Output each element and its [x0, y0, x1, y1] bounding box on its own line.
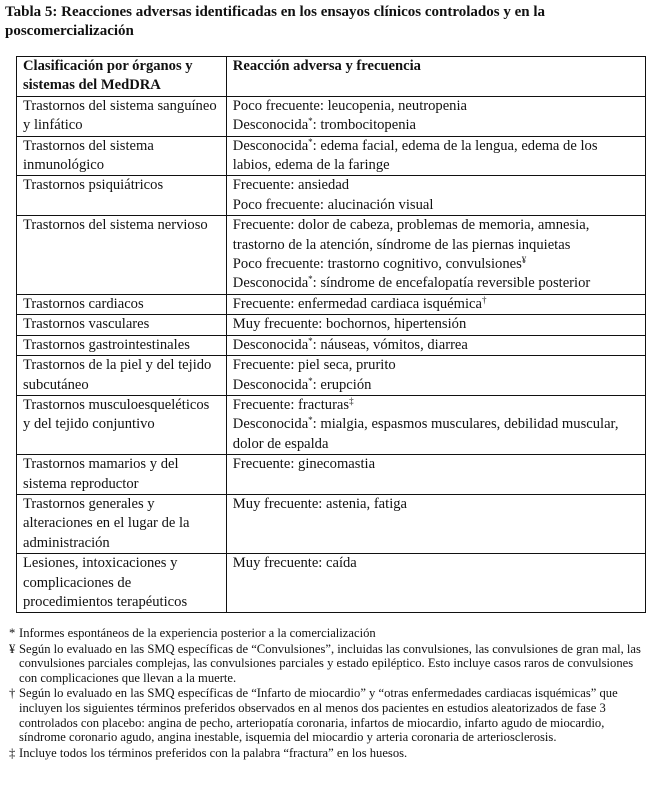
frequency-label: Desconocida — [232, 117, 309, 134]
frequency-label: Frecuente — [232, 357, 291, 374]
reaction-cell — [226, 216, 645, 295]
table-row — [17, 136, 646, 176]
reaction-text: : síndrome de encefalopatía reversible posterior — [312, 275, 591, 292]
reaction-cell — [226, 395, 645, 454]
reaction-cell — [226, 176, 645, 216]
soc-cell: Lesiones, intoxicaciones y complicaciones de procedimientos terapéuticos — [17, 554, 227, 613]
frequency-label: Frecuente — [232, 217, 291, 234]
footnote-marker: * — [308, 274, 313, 285]
frequency-label: Poco frecuente — [232, 196, 320, 213]
soc-cell: Trastornos generales y alteraciones en el lugar de la administración — [17, 494, 227, 553]
reaction-line — [233, 255, 639, 274]
footnote-marker: * — [308, 335, 313, 346]
reaction-cell — [226, 494, 645, 553]
table-row — [17, 335, 646, 355]
reaction-text: : náuseas, vómitos, diarrea — [312, 336, 468, 353]
reaction-line — [233, 396, 639, 415]
reaction-cell — [226, 136, 645, 176]
reaction-text: : alucinación visual — [319, 196, 434, 213]
soc-cell: Trastornos del sistema inmunológico — [17, 136, 227, 176]
reaction-line — [233, 495, 639, 514]
reaction-text: : leucopenia, neutropenia — [319, 97, 468, 114]
reaction-text: : astenia, fatiga — [318, 495, 408, 512]
reaction-text: : ginecomastia — [290, 456, 376, 473]
reaction-line — [233, 415, 639, 454]
footnote — [9, 746, 651, 761]
reaction-cell — [226, 96, 645, 136]
header-reaction: Reacción adversa y frecuencia — [226, 57, 645, 97]
reaction-line — [233, 356, 639, 375]
reaction-text: : dolor de cabeza, problemas de memoria, amnesia, trastorno de la atención, síndrome de las piernas inquietas — [232, 217, 590, 253]
frequency-label: Muy frecuente — [232, 555, 319, 572]
table-row — [17, 356, 646, 396]
footnote — [9, 686, 651, 744]
reaction-line — [233, 176, 639, 195]
frequency-label: Frecuente — [232, 295, 291, 312]
soc-cell: Trastornos de la piel y del tejido subcutáneo — [17, 356, 227, 396]
table-row — [17, 96, 646, 136]
frequency-label: Frecuente — [232, 456, 291, 473]
frequency-label: Desconocida — [232, 275, 309, 292]
footnote-marker: ‡ — [349, 395, 354, 406]
reaction-cell — [226, 335, 645, 355]
table-row — [17, 294, 646, 314]
reaction-line — [233, 216, 639, 255]
reaction-line — [233, 554, 639, 573]
reaction-cell — [226, 455, 645, 495]
reaction-cell — [226, 294, 645, 314]
footnote-marker: * — [308, 116, 313, 127]
table-row — [17, 395, 646, 454]
table-row — [17, 315, 646, 335]
table-row — [17, 176, 646, 216]
footnote-marker: ¥ — [521, 255, 527, 266]
footnote — [9, 642, 651, 686]
footnote-marker: † — [481, 294, 487, 305]
adverse-reactions-table — [16, 56, 646, 613]
reaction-line — [233, 116, 639, 135]
reaction-line — [233, 455, 639, 474]
footnote-mark: ¥ — [9, 641, 16, 656]
frequency-label: Desconocida — [232, 376, 309, 393]
table-row — [17, 554, 646, 613]
frequency-label: Frecuente — [232, 177, 291, 194]
footnote-mark: † — [9, 686, 16, 701]
soc-cell: Trastornos del sistema sanguíneo y linfático — [17, 96, 227, 136]
reaction-text: : erupción — [312, 376, 372, 393]
reaction-line — [233, 137, 639, 176]
footnote-mark: ‡ — [9, 745, 16, 760]
table-title: Tabla 5: Reacciones adversas identificadas en los ensayos clínicos controlados y en la poscomercialización — [5, 4, 546, 39]
footnote-text: Incluye todos los términos preferidos con la palabra “fractura” en los huesos. — [19, 745, 408, 760]
reaction-line — [233, 295, 639, 314]
soc-cell: Trastornos gastrointestinales — [17, 335, 227, 355]
frequency-label: Desconocida — [232, 137, 309, 154]
reaction-cell — [226, 554, 645, 613]
reaction-text: : trastorno cognitivo, convulsiones — [319, 256, 522, 273]
frequency-label: Poco frecuente — [232, 256, 320, 273]
frequency-label: Frecuente — [232, 396, 291, 413]
reaction-line — [233, 97, 639, 116]
reaction-text: : mialgia, espasmos musculares, debilidad muscular, dolor de espalda — [232, 416, 619, 452]
footnote-text: Informes espontáneos de la experiencia posterior a la comercialización — [19, 626, 376, 640]
footnote — [9, 626, 651, 641]
footnote-marker: * — [308, 375, 313, 386]
frequency-label: Muy frecuente — [232, 495, 319, 512]
footnote-mark: * — [9, 626, 16, 640]
footnotes — [9, 626, 651, 761]
reaction-text: : edema facial, edema de la lengua, edema de los labios, edema de la faringe — [232, 137, 598, 174]
table-row — [17, 216, 646, 295]
reaction-text: : piel seca, prurito — [290, 357, 396, 374]
soc-cell: Trastornos vasculares — [17, 315, 227, 335]
frequency-label: Desconocida — [232, 336, 309, 353]
frequency-label: Muy frecuente — [232, 316, 319, 333]
reaction-line — [233, 274, 639, 293]
reaction-text: : caída — [318, 555, 357, 572]
reaction-text: : bochornos, hipertensión — [318, 316, 467, 333]
soc-cell: Trastornos mamarios y del sistema reproductor — [17, 455, 227, 495]
reaction-line — [233, 376, 639, 395]
footnote-text: Según lo evaluado en las SMQ específicas de “Convulsiones”, incluidas las convulsiones, las convulsiones de gran mal, las convulsiones parciales complejas, las convulsiones parciales y estado epiléptico. Esto incluye casos raros de convulsiones con complicaciones que llevan a la muerte. — [19, 641, 641, 685]
reaction-line — [233, 336, 639, 355]
footnote-marker: * — [308, 136, 313, 147]
reaction-text: : enfermedad cardiaca isquémica — [290, 295, 482, 312]
table-row — [17, 455, 646, 495]
reaction-text: : ansiedad — [290, 177, 350, 194]
frequency-label: Desconocida — [232, 416, 309, 433]
reaction-text: : trombocitopenia — [312, 117, 417, 134]
reaction-cell — [226, 315, 645, 335]
soc-cell: Trastornos musculoesqueléticos y del tejido conjuntivo — [17, 395, 227, 454]
reaction-line — [233, 196, 639, 215]
soc-cell: Trastornos psiquiátricos — [17, 176, 227, 216]
footnote-marker: * — [308, 415, 313, 426]
reaction-cell — [226, 356, 645, 396]
frequency-label: Poco frecuente — [232, 97, 320, 114]
reaction-text: : fracturas — [290, 396, 350, 413]
table-header-row — [17, 57, 646, 97]
table-row — [17, 494, 646, 553]
soc-cell: Trastornos del sistema nervioso — [17, 216, 227, 295]
soc-cell: Trastornos cardiacos — [17, 294, 227, 314]
reaction-line — [233, 315, 639, 334]
footnote-text: Según lo evaluado en las SMQ específicas de “Infarto de miocardio” y “otras enfermedades cardiacas isquémicas” que incluyen los siguientes términos preferidos observados en al menos dos pacientes en estudios aleatorizados de fase 3 controlados con placebo: angina de pecho, arteriopatía coronaria, infartos de miocardio, infarto agudo de miocardio, síndrome coronario agudo, angina inestable, isquemia del miocardio y arteria coronaria de arteriosclerosis. — [19, 686, 618, 745]
header-soc: Clasificación por órganos y sistemas del MedDRA — [17, 57, 227, 97]
